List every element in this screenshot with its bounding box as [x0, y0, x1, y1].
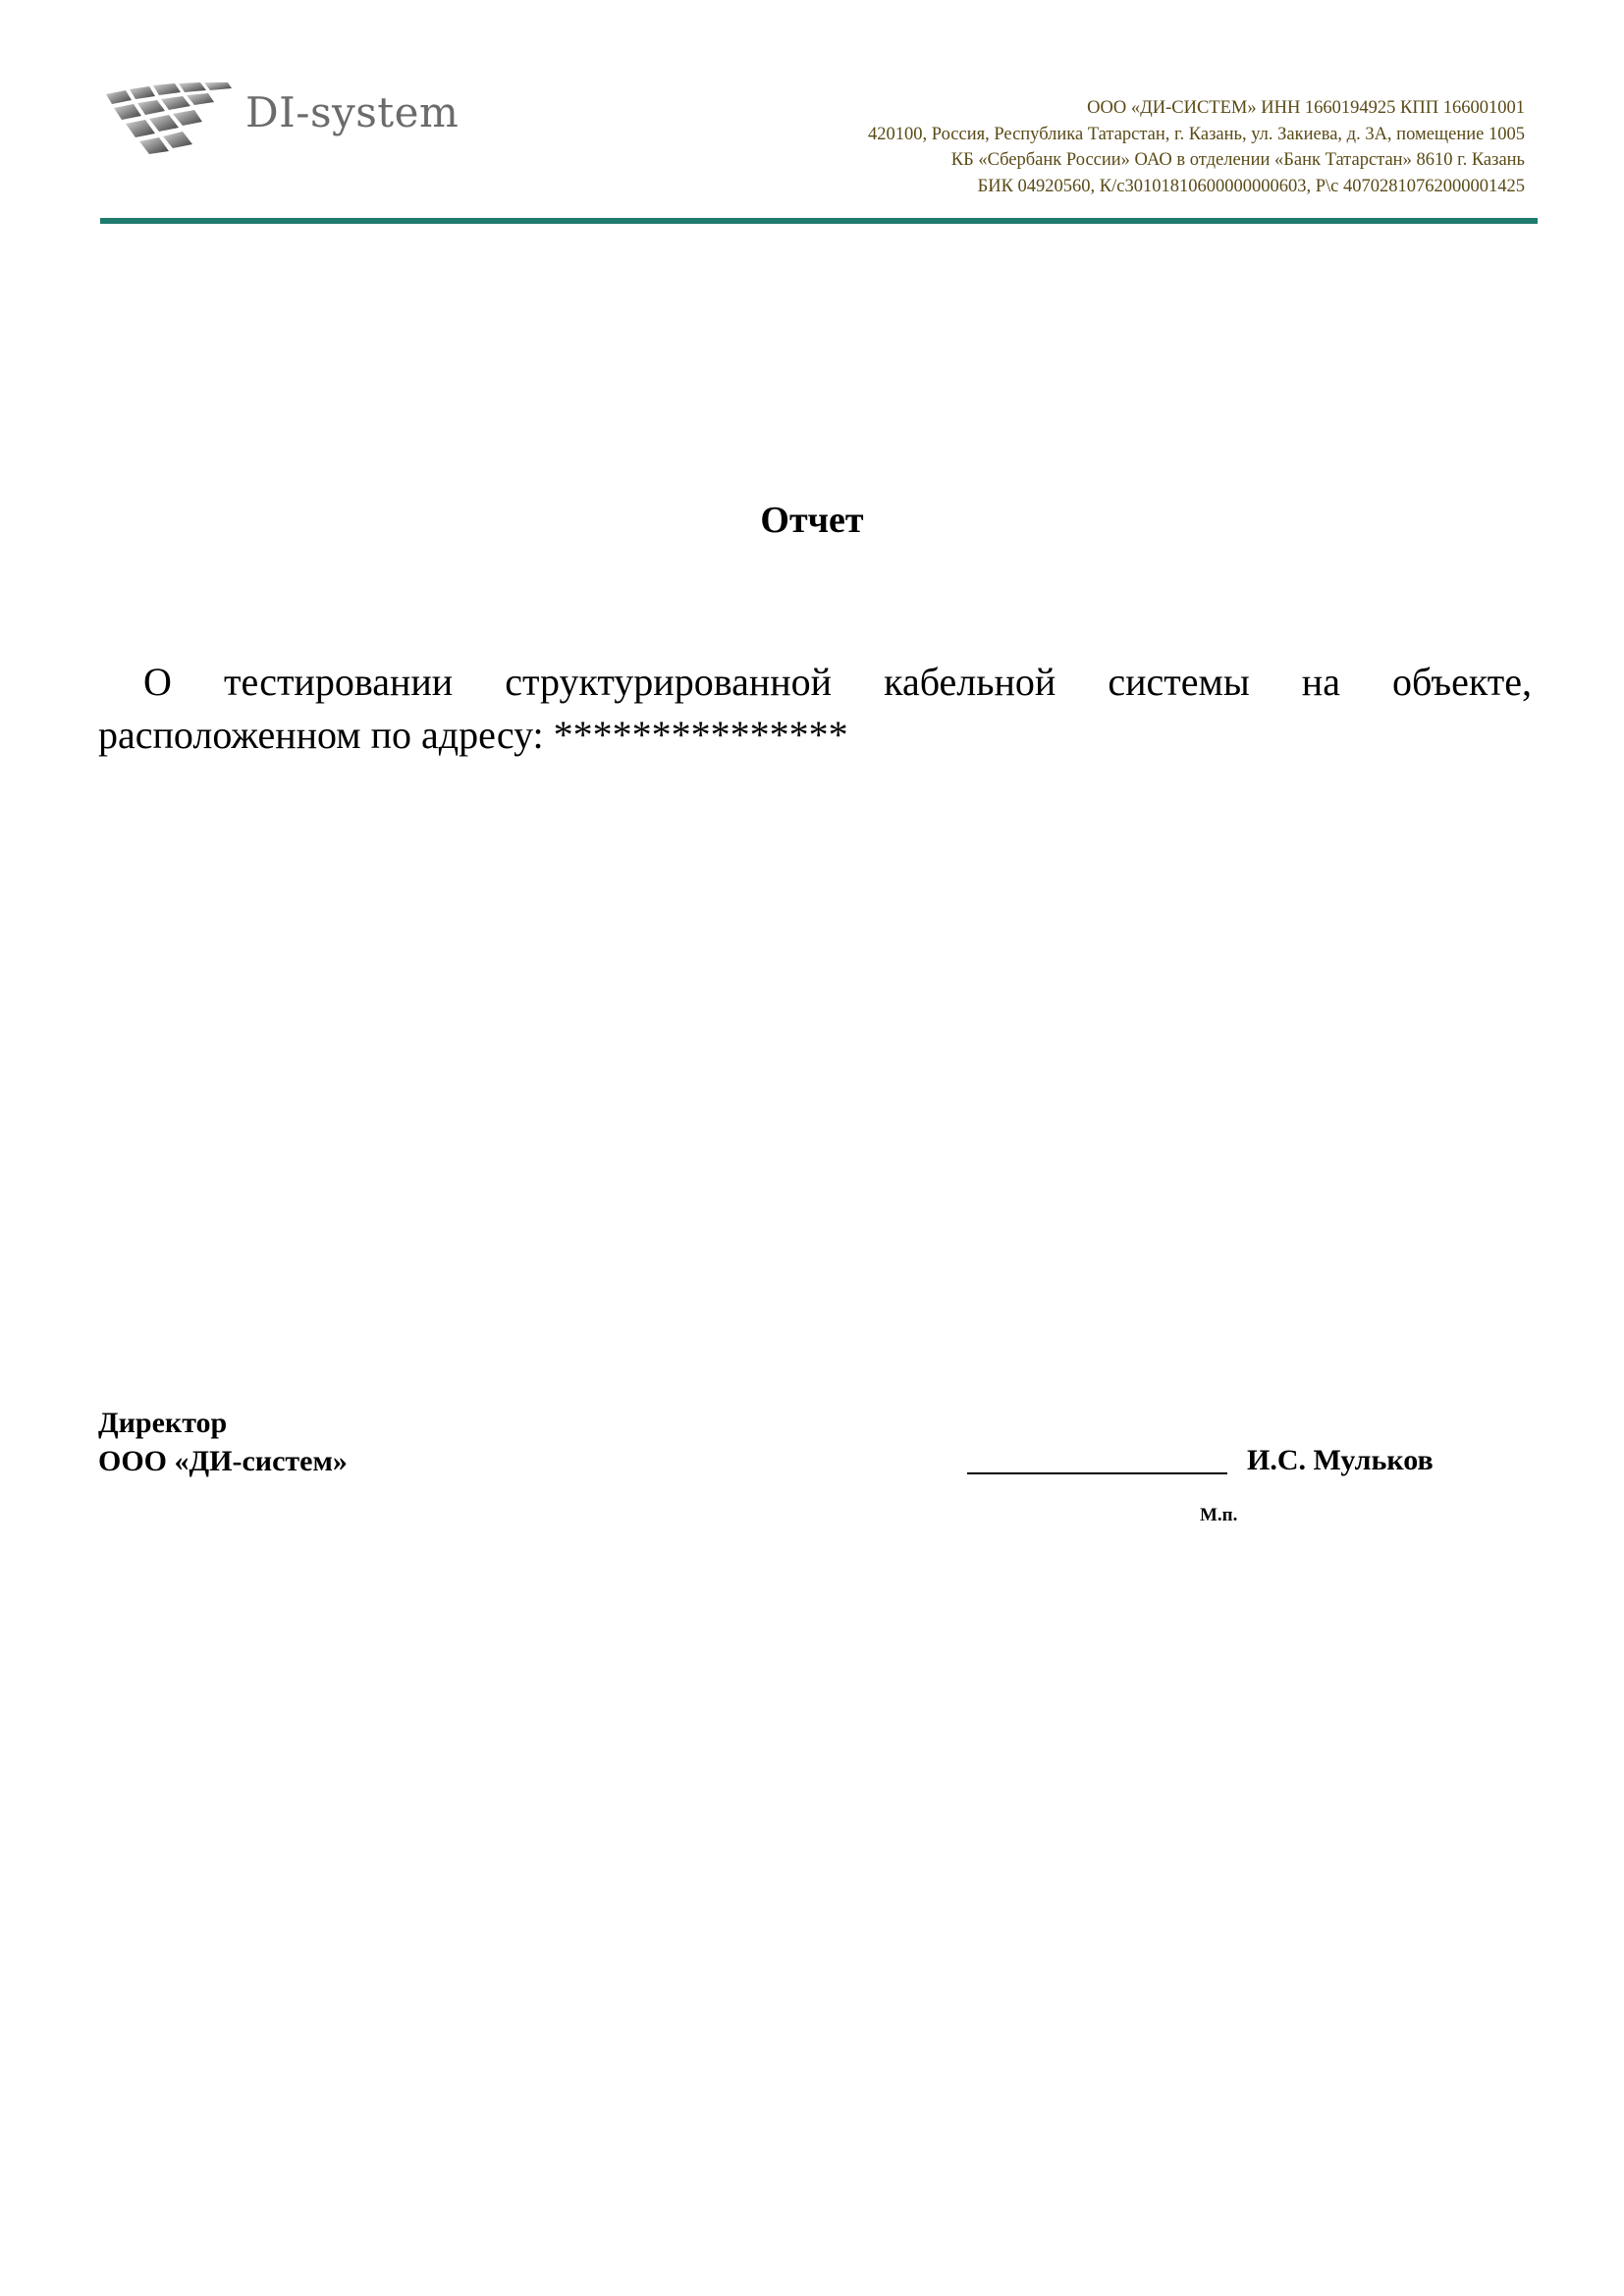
requisites-line: КБ «Сбербанк России» ОАО в отделении «Банк Татарстан» 8610 г. Казань — [950, 150, 1525, 170]
document-body: О тестировании структурированной кабельной системы на объекте, расположенном по адресу: *************** — [98, 660, 1532, 757]
signer-company: ООО «ДИ-систем» — [98, 1445, 348, 1477]
document-title: Отчет — [760, 500, 864, 541]
signature-line — [967, 1472, 1227, 1474]
requisites-line: ООО «ДИ-СИСТЕМ» ИНН 1660194925 КПП 166001001 — [1087, 98, 1525, 118]
signer-block — [98, 1404, 348, 1480]
logo-text: DI-system — [245, 88, 460, 136]
header-divider — [100, 218, 1538, 224]
company-requisites — [868, 95, 1525, 199]
signer-name: И.С. Мульков — [1247, 1444, 1434, 1476]
requisites-line: БИК 04920560, К/с30101810600000000603, Р\с 40702810762000001425 — [977, 176, 1525, 196]
company-logo — [98, 82, 491, 161]
stamp-label: М.п. — [1200, 1505, 1238, 1525]
signer-position: Директор — [98, 1407, 228, 1439]
requisites-line: 420100, Россия, Республика Татарстан, г. Казань, ул. Закиева, д. 3А, помещение 1005 — [867, 124, 1525, 144]
logo-grid-icon — [98, 82, 236, 155]
